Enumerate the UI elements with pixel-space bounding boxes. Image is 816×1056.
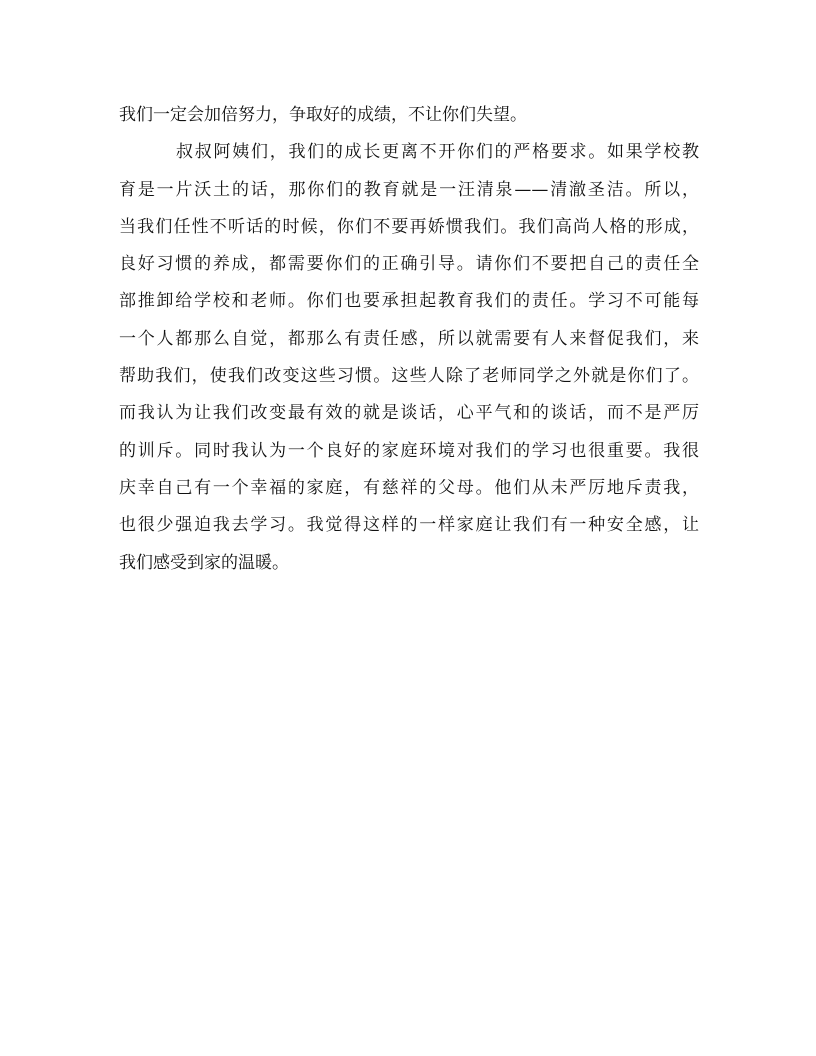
paragraph-2-line-5: 部推卸给学校和老师。你们也要承担起教育我们的责任。学习不可能每 xyxy=(119,291,699,312)
paragraph-2-line-10: 庆幸自己有一个幸福的家庭，有慈祥的父母。他们从未严厉地斥责我， xyxy=(119,477,699,498)
paragraph-2-line-1: 叔叔阿姨们，我们的成长更离不开你们的严格要求。如果学校教 xyxy=(176,142,699,163)
paragraph-1-line-1: 我们一定会加倍努力，争取好的成绩，不让你们失望。 xyxy=(119,105,527,125)
paragraph-2-line-12: 我们感受到家的温暖。 xyxy=(119,552,289,573)
paragraph-2-line-9: 的训斥。同时我认为一个良好的家庭环境对我们的学习也很重要。我很 xyxy=(119,440,699,461)
paragraph-2-line-11: 也很少强迫我去学习。我觉得这样的一样家庭让我们有一种安全感，让 xyxy=(119,515,699,536)
body-text xyxy=(119,101,699,586)
paragraph-2-line-2: 育是一片沃土的话，那你们的教育就是一汪清泉——清澈圣洁。所以， xyxy=(119,179,699,200)
paragraph-2-line-4: 良好习惯的养成，都需要你们的正确引导。请你们不要把自己的责任全 xyxy=(119,254,699,275)
paragraph-2-line-6: 一个人都那么自觉，都那么有责任感，所以就需要有人来督促我们，来 xyxy=(119,328,699,349)
paragraph-2-line-8: 而我认为让我们改变最有效的就是谈话，心平气和的谈话，而不是严厉 xyxy=(119,403,699,424)
paragraph-2-line-7: 帮助我们，使我们改变这些习惯。这些人除了老师同学之外就是你们了。 xyxy=(119,366,699,387)
paragraph-2-line-3: 当我们任性不听话的时候，你们不要再娇惯我们。我们高尚人格的形成， xyxy=(119,216,699,237)
